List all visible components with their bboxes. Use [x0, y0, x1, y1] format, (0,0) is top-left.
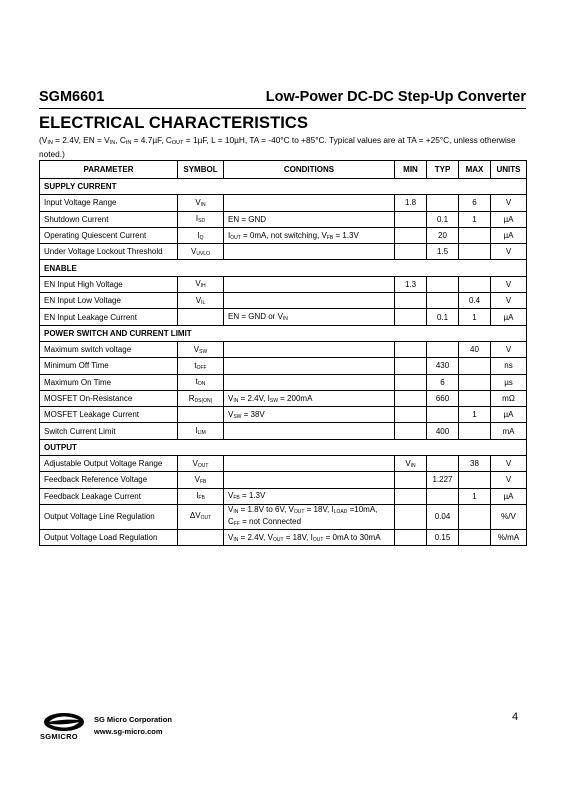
cell-units: ns — [491, 358, 527, 374]
cell-max — [459, 472, 491, 488]
cell-typ — [427, 341, 459, 357]
cell-conditions — [224, 472, 395, 488]
company-url[interactable]: www.sg-micro.com — [94, 727, 163, 736]
table-row — [40, 358, 527, 374]
cell-min — [395, 374, 427, 390]
cell-parameter: Maximum On Time — [40, 374, 178, 390]
cell-conditions: $V_{FB} = 1.3V$ — [224, 488, 395, 504]
cell-units: µA — [491, 211, 527, 227]
cell-typ: 0.04 — [427, 504, 459, 529]
cell-symbol: $V_{FB}$ — [178, 472, 224, 488]
cell-parameter: MOSFET On-Resistance — [40, 390, 178, 406]
cell-min — [395, 488, 427, 504]
cell-symbol: $V_{UVLO}$ — [178, 244, 224, 260]
table-section-row — [40, 439, 527, 455]
table-body — [40, 179, 527, 546]
cell-max: 38 — [459, 456, 491, 472]
cell-typ: 0.1 — [427, 309, 459, 325]
cell-min — [395, 211, 427, 227]
cell-parameter: Output Voltage Line Regulation — [40, 504, 178, 529]
cell-parameter: EN Input Low Voltage — [40, 293, 178, 309]
cell-min — [395, 244, 427, 260]
cell-units: V — [491, 244, 527, 260]
cell-parameter: Feedback Reference Voltage — [40, 472, 178, 488]
table-row — [40, 390, 527, 406]
cell-units: mΩ — [491, 390, 527, 406]
cell-symbol: $V_{IN}$ — [178, 195, 224, 211]
cell-parameter: Input Voltage Range — [40, 195, 178, 211]
cell-conditions: EN = GND or $V_{IN}$ — [224, 309, 395, 325]
cell-parameter: Output Voltage Load Regulation — [40, 529, 178, 545]
cell-symbol: $V_{IH}$ — [178, 276, 224, 292]
cell-max: 6 — [459, 195, 491, 211]
cell-conditions — [224, 276, 395, 292]
header-divider — [39, 108, 526, 109]
cell-units: mA — [491, 423, 527, 439]
column-header-max: MAX — [459, 161, 491, 179]
cell-max: 1 — [459, 407, 491, 423]
table-section-row — [40, 325, 527, 341]
cell-typ — [427, 276, 459, 292]
section-label: OUTPUT — [40, 439, 527, 455]
column-header-parameter: PARAMETER — [40, 161, 178, 179]
cell-typ: 430 — [427, 358, 459, 374]
cell-conditions — [224, 341, 395, 357]
cell-max: 40 — [459, 341, 491, 357]
table-row — [40, 488, 527, 504]
column-header-min: MIN — [395, 161, 427, 179]
cell-max: 1 — [459, 211, 491, 227]
cell-min — [395, 293, 427, 309]
column-header-conditions: CONDITIONS — [224, 161, 395, 179]
table-section-row — [40, 260, 527, 276]
cell-parameter: Shutdown Current — [40, 211, 178, 227]
page-header — [39, 89, 526, 109]
cell-parameter: Feedback Leakage Current — [40, 488, 178, 504]
table-row — [40, 423, 527, 439]
cell-typ: 0.15 — [427, 529, 459, 545]
cell-units: %/mA — [491, 529, 527, 545]
cell-parameter: MOSFET Leakage Current — [40, 407, 178, 423]
table-row — [40, 374, 527, 390]
cell-max — [459, 374, 491, 390]
cell-units: %/V — [491, 504, 527, 529]
cell-min — [395, 504, 427, 529]
cell-symbol — [178, 309, 224, 325]
cell-max — [459, 358, 491, 374]
cell-units: V — [491, 472, 527, 488]
cell-typ — [427, 488, 459, 504]
table-row — [40, 472, 527, 488]
section-label: ENABLE — [40, 260, 527, 276]
cell-conditions — [224, 293, 395, 309]
cell-symbol: $I_{SD}$ — [178, 211, 224, 227]
cell-units: V — [491, 341, 527, 357]
cell-symbol — [178, 407, 224, 423]
cell-units: V — [491, 293, 527, 309]
cell-typ: 0.1 — [427, 211, 459, 227]
cell-parameter: EN Input High Voltage — [40, 276, 178, 292]
cell-min: $V_{IN}$ — [395, 456, 427, 472]
table-row — [40, 309, 527, 325]
table-row — [40, 456, 527, 472]
cell-min — [395, 309, 427, 325]
cell-conditions: EN = GND — [224, 211, 395, 227]
section-label: SUPPLY CURRENT — [40, 179, 527, 195]
cell-typ: 660 — [427, 390, 459, 406]
cell-min — [395, 423, 427, 439]
cell-units: µs — [491, 374, 527, 390]
cell-conditions: $V_{IN} = 2.4V$, $V_{OUT} = 18V$, $I_{OUT} = 0mA$ to 30mA — [224, 529, 395, 545]
column-header-symbol: SYMBOL — [178, 161, 224, 179]
cell-max: 1 — [459, 488, 491, 504]
page-number: 4 — [512, 711, 519, 723]
cell-parameter: Adjustable Output Voltage Range — [40, 456, 178, 472]
cell-symbol: $t_{OFF}$ — [178, 358, 224, 374]
column-header-typ: TYP — [427, 161, 459, 179]
cell-min — [395, 529, 427, 545]
cell-typ — [427, 456, 459, 472]
table-header-row — [40, 161, 527, 179]
cell-min — [395, 227, 427, 243]
cell-conditions — [224, 358, 395, 374]
section-title: ELECTRICAL CHARACTERISTICS — [39, 114, 309, 132]
company-name: SG Micro Corporation — [94, 715, 172, 724]
table-row — [40, 529, 527, 545]
cell-typ: 400 — [427, 423, 459, 439]
cell-conditions — [224, 456, 395, 472]
cell-min: 1.3 — [395, 276, 427, 292]
cell-symbol: $R_{DS(ON)}$ — [178, 390, 224, 406]
cell-typ: 6 — [427, 374, 459, 390]
cell-typ — [427, 195, 459, 211]
cell-typ: 1.5 — [427, 244, 459, 260]
table-section-row — [40, 179, 527, 195]
cell-symbol: $t_{ON}$ — [178, 374, 224, 390]
cell-symbol: $V_{OUT}$ — [178, 456, 224, 472]
cell-conditions — [224, 195, 395, 211]
cell-conditions: $V_{IN} = 1.8V$ to 6V, $V_{OUT} = 18V$, $I_{LOAD} =10mA$, $C_{FF}$ = not Connected — [224, 504, 395, 529]
table-row — [40, 227, 527, 243]
cell-conditions: $V_{SW} = 38V$ — [224, 407, 395, 423]
cell-conditions: $V_{IN} = 2.4V$, $I_{SW} = 200mA$ — [224, 390, 395, 406]
product-title: Low-Power DC-DC Step-Up Converter — [265, 89, 526, 105]
table-row — [40, 211, 527, 227]
cell-units: V — [491, 276, 527, 292]
test-conditions-note: ($V_{IN} = 2.4V$, EN = $V_{IN}$, $C_{IN} = 4.7\mu F$, $C_{OUT} = 1\mu F$, L = 10µH, TA = -40°C to +85°C. Typical values are at TA = +25°C, unless otherwise noted.) — [39, 135, 516, 159]
cell-min — [395, 358, 427, 374]
table-row — [40, 244, 527, 260]
table-row — [40, 195, 527, 211]
electrical-characteristics-table — [39, 160, 527, 546]
cell-min: 1.8 — [395, 195, 427, 211]
section-label: POWER SWITCH AND CURRENT LIMIT — [40, 325, 527, 341]
cell-conditions: $I_{OUT} = 0mA$, not switching, $V_{FB} = 1.3V$ — [224, 227, 395, 243]
table-row — [40, 504, 527, 529]
cell-parameter: Operating Quiescent Current — [40, 227, 178, 243]
table-row — [40, 276, 527, 292]
cell-typ: 20 — [427, 227, 459, 243]
cell-conditions — [224, 374, 395, 390]
logo-wordmark: SGMICRO — [40, 732, 78, 741]
cell-symbol: $V_{IL}$ — [178, 293, 224, 309]
part-number: SGM6601 — [39, 89, 105, 105]
cell-symbol: $I_{LIM}$ — [178, 423, 224, 439]
cell-units: V — [491, 195, 527, 211]
cell-max — [459, 423, 491, 439]
table-row — [40, 293, 527, 309]
cell-symbol: $\Delta V_{OUT}$ — [178, 504, 224, 529]
cell-symbol: $I_{FB}$ — [178, 488, 224, 504]
cell-max: 1 — [459, 309, 491, 325]
cell-parameter: Switch Current Limit — [40, 423, 178, 439]
cell-max — [459, 390, 491, 406]
cell-min — [395, 390, 427, 406]
cell-units: µA — [491, 488, 527, 504]
cell-units: µA — [491, 227, 527, 243]
cell-parameter: Maximum switch voltage — [40, 341, 178, 357]
cell-units: µA — [491, 407, 527, 423]
cell-max — [459, 244, 491, 260]
cell-min — [395, 472, 427, 488]
cell-min — [395, 341, 427, 357]
cell-symbol: $V_{SW}$ — [178, 341, 224, 357]
cell-parameter: Under Voltage Lockout Threshold — [40, 244, 178, 260]
table-row — [40, 407, 527, 423]
cell-min — [395, 407, 427, 423]
cell-typ — [427, 293, 459, 309]
cell-max — [459, 504, 491, 529]
cell-max: 0.4 — [459, 293, 491, 309]
cell-units: µA — [491, 309, 527, 325]
cell-typ: 1.227 — [427, 472, 459, 488]
cell-typ — [427, 407, 459, 423]
cell-max — [459, 529, 491, 545]
cell-conditions — [224, 244, 395, 260]
cell-symbol — [178, 529, 224, 545]
column-header-units: UNITS — [491, 161, 527, 179]
cell-max — [459, 227, 491, 243]
cell-parameter: Minimum Off Time — [40, 358, 178, 374]
cell-max — [459, 276, 491, 292]
cell-units: V — [491, 456, 527, 472]
cell-symbol: $I_Q$ — [178, 227, 224, 243]
cell-conditions — [224, 423, 395, 439]
table-row — [40, 341, 527, 357]
cell-parameter: EN Input Leakage Current — [40, 309, 178, 325]
